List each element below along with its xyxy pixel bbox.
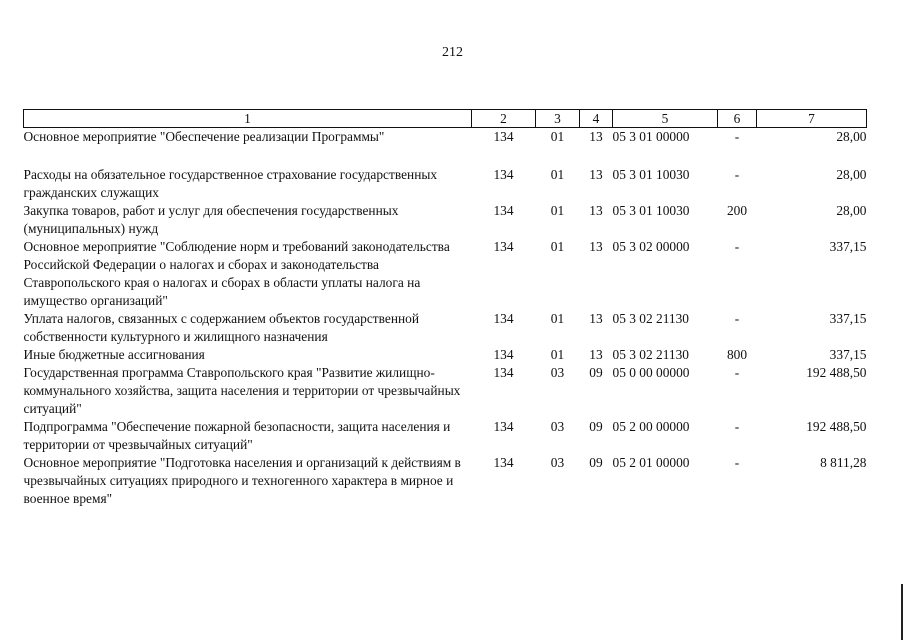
row-col-7: 192 488,50: [806, 419, 867, 434]
row-col-5: 05 3 02 21130: [612, 311, 689, 326]
row-col-5: 05 3 01 00000: [612, 129, 690, 144]
row-name: Основное мероприятие "Обеспечение реализации Программы": [23, 129, 385, 144]
row-col-2: 134: [493, 167, 514, 182]
column-header-4: 4: [580, 110, 613, 128]
row-col-6: -: [734, 455, 740, 470]
table-row: [24, 310, 867, 346]
table-row: [24, 364, 867, 418]
table-header-row: [24, 110, 867, 128]
row-col-7: 28,00: [836, 129, 867, 144]
row-col-3: 01: [550, 167, 565, 182]
column-header-1: 1: [24, 110, 472, 128]
row-col-4: 09: [589, 419, 603, 434]
row-col-5: 05 3 01 10030: [612, 167, 690, 182]
row-col-5: 05 2 00 00000: [612, 419, 690, 434]
row-col-5: 05 3 02 21130: [612, 347, 689, 362]
row-col-6: -: [734, 129, 740, 144]
row-col-2: 134: [493, 203, 514, 218]
row-col-4: 13: [589, 311, 603, 326]
row-name: Уплата налогов, связанных с содержанием объектов государственной собственности культурного и жилищного назначения: [23, 311, 420, 344]
row-col-6: 800: [726, 347, 748, 362]
row-col-3: 03: [550, 419, 565, 434]
row-col-3: 03: [550, 455, 565, 470]
row-col-4: 13: [589, 129, 603, 144]
row-col-2: 134: [493, 129, 514, 144]
row-col-4: 09: [589, 455, 603, 470]
row-col-7: 337,15: [829, 347, 867, 362]
column-header-7: 7: [757, 110, 867, 128]
row-col-5: 05 3 02 00000: [612, 239, 690, 254]
row-col-2: 134: [493, 365, 514, 380]
row-col-4: 13: [589, 203, 603, 218]
row-name: Государственная программа Ставропольского края "Развитие жилищно-коммунального хозяйства, защита населения и территории от чрезвычайных ситуаций": [23, 365, 461, 416]
column-header-6: 6: [718, 110, 757, 128]
row-col-4: 13: [589, 239, 603, 254]
row-col-7: 337,15: [829, 239, 867, 254]
row-spacer: [24, 146, 867, 166]
row-col-3: 01: [550, 203, 565, 218]
row-col-4: 13: [589, 347, 603, 362]
row-col-7: 28,00: [836, 203, 867, 218]
table-row: [24, 202, 867, 238]
table-row: [24, 418, 867, 454]
scan-edge-mark: [901, 584, 903, 640]
row-name: Подпрограмма "Обеспечение пожарной безопасности, защита населения и территории от чрезвычайных ситуаций": [23, 419, 451, 452]
row-col-4: 13: [589, 167, 603, 182]
row-col-7: 28,00: [836, 167, 867, 182]
row-col-2: 134: [493, 455, 514, 470]
budget-table: [23, 109, 867, 508]
row-name: Основное мероприятие "Подготовка населения и организаций к действиям в чрезвычайных ситуациях природного и техногенного характера в мирное и военное время": [23, 455, 461, 506]
row-col-2: 134: [493, 347, 514, 362]
row-col-5: 05 2 01 00000: [612, 455, 690, 470]
table-row: [24, 346, 867, 364]
table-row: [24, 128, 867, 147]
row-col-6: -: [734, 365, 740, 380]
row-col-6: -: [734, 419, 740, 434]
row-col-4: 09: [589, 365, 603, 380]
row-col-3: 01: [550, 347, 565, 362]
row-name: Иные бюджетные ассигнования: [23, 347, 205, 362]
column-header-2: 2: [472, 110, 536, 128]
row-col-5: 05 0 00 00000: [612, 365, 690, 380]
row-col-7: 337,15: [829, 311, 867, 326]
row-col-2: 134: [493, 419, 514, 434]
table-row: [24, 454, 867, 508]
column-header-5: 5: [613, 110, 718, 128]
row-name: Основное мероприятие "Соблюдение норм и требований законодательства Российской Федерации о налогах и сборах и законодательства Ставропольского края о налогах и сборах в области уплаты налога на имущество организаций": [23, 239, 450, 308]
table-row: [24, 166, 867, 202]
row-name: Закупка товаров, работ и услуг для обеспечения государственных (муниципальных) нужд: [23, 203, 399, 236]
row-col-6: 200: [726, 203, 748, 218]
row-col-5: 05 3 01 10030: [612, 203, 690, 218]
row-col-7: 8 811,28: [820, 455, 867, 470]
row-col-7: 192 488,50: [806, 365, 867, 380]
row-col-2: 134: [493, 239, 514, 254]
table-row: [24, 238, 867, 310]
row-col-6: -: [734, 167, 740, 182]
row-name: Расходы на обязательное государственное страхование государственных гражданских служащих: [23, 167, 438, 200]
row-col-2: 134: [493, 311, 514, 326]
row-col-3: 01: [550, 239, 565, 254]
row-col-3: 03: [550, 365, 565, 380]
row-col-3: 01: [550, 129, 565, 144]
column-header-3: 3: [536, 110, 580, 128]
row-col-6: -: [734, 239, 740, 254]
row-col-3: 01: [550, 311, 565, 326]
page-number: 212: [442, 45, 463, 60]
row-col-6: -: [734, 311, 740, 326]
